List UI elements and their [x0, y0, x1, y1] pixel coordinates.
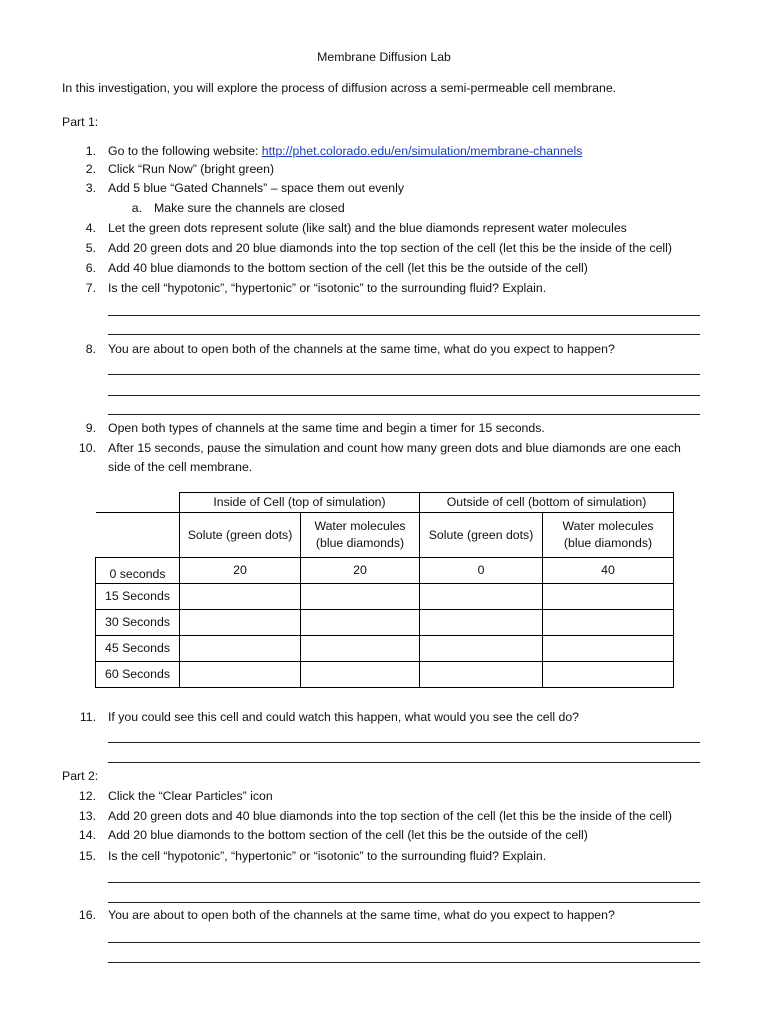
step-text: Open both types of channels at the same time and begin a timer for 15 seconds.	[108, 421, 545, 435]
table-cell[interactable]	[543, 584, 674, 610]
table-row	[96, 662, 674, 688]
column-header: Solute (green dots)	[180, 513, 301, 558]
row-label: 45 Seconds	[96, 636, 180, 662]
step-text: Add 40 blue diamonds to the bottom section of the cell (let this be the outside of the cell)	[108, 261, 588, 275]
answer-line[interactable]	[108, 762, 700, 763]
part1-heading: Part 1:	[62, 115, 99, 129]
answer-line[interactable]	[108, 395, 700, 396]
table-cell[interactable]: 40	[543, 558, 674, 584]
part2-heading: Part 2:	[62, 769, 99, 783]
simulation-link[interactable]: http://phet.colorado.edu/en/simulation/membrane-channels	[261, 144, 583, 158]
answer-line[interactable]	[108, 902, 700, 903]
table-cell[interactable]	[420, 662, 543, 688]
table-cell[interactable]: 20	[301, 558, 420, 584]
table-cell[interactable]	[180, 610, 301, 636]
answer-line[interactable]	[108, 414, 700, 415]
table-row	[96, 558, 674, 584]
table-cell[interactable]	[301, 636, 420, 662]
step-text: If you could see this cell and could watch this happen, what would you see the cell do?	[108, 710, 579, 724]
row-label: 0 seconds	[96, 558, 180, 584]
group-header-outside: Outside of cell (bottom of simulation)	[420, 493, 674, 513]
table-cell[interactable]	[301, 584, 420, 610]
answer-line[interactable]	[108, 942, 700, 943]
step-text: Is the cell “hypotonic”, “hypertonic” or “isotonic” to the surrounding fluid? Explain.	[108, 849, 547, 863]
table-cell[interactable]	[180, 584, 301, 610]
step-text: Is the cell “hypotonic”, “hypertonic” or “isotonic” to the surrounding fluid? Explain.	[108, 281, 547, 295]
table-row	[96, 636, 674, 662]
table-cell[interactable]	[420, 610, 543, 636]
step-text: Add 20 green dots and 20 blue diamonds into the top section of the cell (let this be the inside of the cell)	[108, 241, 672, 255]
answer-line[interactable]	[108, 962, 700, 963]
answer-line[interactable]	[108, 742, 700, 743]
table-cell[interactable]	[420, 584, 543, 610]
column-header: Water molecules (blue diamonds)	[301, 513, 420, 558]
step-text: You are about to open both of the channels at the same time, what do you expect to happen?	[108, 908, 615, 922]
step-text: Make sure the channels are closed	[154, 201, 345, 215]
step-text: Click “Run Now” (bright green)	[108, 162, 275, 176]
table-corner	[96, 493, 180, 513]
step-text: Click the “Clear Particles” icon	[108, 789, 273, 803]
table-cell[interactable]	[543, 610, 674, 636]
step-text-continued: side of the cell membrane.	[108, 460, 253, 474]
row-label: 15 Seconds	[96, 584, 180, 610]
table-cell[interactable]	[543, 636, 674, 662]
page-title: Membrane Diffusion Lab	[317, 50, 451, 64]
column-header: Solute (green dots)	[420, 513, 543, 558]
table-cell[interactable]	[180, 662, 301, 688]
table-cell[interactable]	[543, 662, 674, 688]
table-row	[96, 584, 674, 610]
table-cell[interactable]: 20	[180, 558, 301, 584]
step-text: Add 5 blue “Gated Channels” – space them out evenly	[108, 181, 404, 195]
table-cell[interactable]: 0	[420, 558, 543, 584]
answer-line[interactable]	[108, 374, 700, 375]
answer-line[interactable]	[108, 315, 700, 316]
group-header-inside: Inside of Cell (top of simulation)	[180, 493, 420, 513]
step-text: Go to the following website:	[108, 144, 262, 158]
intro-text: In this investigation, you will explore the process of diffusion across a semi-permeable cell membrane.	[62, 81, 617, 95]
row-label: 60 Seconds	[96, 662, 180, 688]
worksheet-page: Membrane Diffusion Lab In this investigation, you will explore the process of diffusion across a semi-permeable cell membrane. Part 1: 1. Go to the following website: http://phet.colorado.edu/en/simulation/membrane-channels 2. Click “Run Now” (bright green) 3. Add 5 blue “Gated Channels” – space them out evenly a. Make sure the channels are closed 4. Let the green dots represent solute (like salt) and the blue diamonds represent water molecules 5. Add 20 green dots and 20 blue diamonds into the top section of the cell (let this be the inside of the cell) 6. Add 40 blue diamonds to the bottom section of the cell (let this be the outside of the cell) 7. Is the cell “hypotonic”, “hypertonic” or “isotonic” to the surrounding fluid? Explain. 8. You are about to open both of the channels at the same time, what do you expect to happen? 9. Open both types of channels at the same time and begin a timer for 15 seconds. 10. After 15 seconds, pause the simulation and count how many green dots and blue diamonds are one each side of the cell membrane. Inside of Cell (top of simulation) Outside of cell (bottom of simulation) Solute (green dots) Water molecules (blue diamonds) Solute (green dots) Water molecules (blue diamonds) 0 seconds 20 20 0 40 15 Seconds 30 Seconds 45 Seconds 60 Seconds 11. If you could see this cell and could watch this happen, what would you see the cell do? Part 2: 12. Click the “Clear Particles” icon 13. Add 20 green dots and 40 blue diamonds into the top section of the cell (let this be the inside of the cell) 14. Add 20 blue diamonds to the bottom section of the cell (let this be the outside of the cell) 15. Is the cell “hypotonic”, “hypertonic” or “isotonic” to the surrounding fluid? Explain. 16. You are about to open both of the channels at the same time, what do you expect to happen?	[0, 0, 768, 1024]
table-cell[interactable]	[180, 636, 301, 662]
table-cell[interactable]	[301, 610, 420, 636]
step-text: Add 20 green dots and 40 blue diamonds into the top section of the cell (let this be the inside of the cell)	[108, 809, 672, 823]
table-cell[interactable]	[420, 636, 543, 662]
step-text: After 15 seconds, pause the simulation and count how many green dots and blue diamonds are one each	[108, 441, 681, 455]
step-text: You are about to open both of the channels at the same time, what do you expect to happen?	[108, 342, 615, 356]
diffusion-data-table	[95, 492, 674, 688]
column-header: Water molecules (blue diamonds)	[543, 513, 674, 558]
answer-line[interactable]	[108, 882, 700, 883]
step-text: Let the green dots represent solute (like salt) and the blue diamonds represent water molecules	[108, 221, 627, 235]
step-text: Add 20 blue diamonds to the bottom section of the cell (let this be the outside of the cell)	[108, 828, 588, 842]
table-corner	[96, 513, 180, 558]
row-label: 30 Seconds	[96, 610, 180, 636]
table-row	[96, 610, 674, 636]
answer-line[interactable]	[108, 334, 700, 335]
table-cell[interactable]	[301, 662, 420, 688]
